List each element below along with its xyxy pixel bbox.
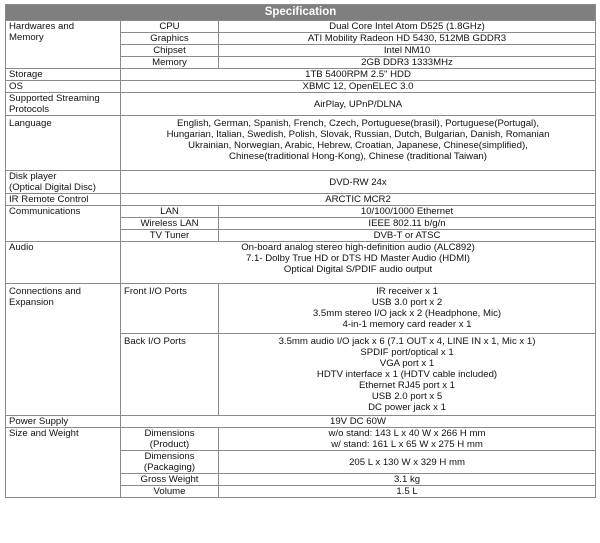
category-label-line: Connections and bbox=[9, 286, 82, 297]
category-disk bbox=[6, 171, 121, 194]
header-row bbox=[6, 5, 596, 21]
back-io-line: Ethernet RJ45 port x 1 bbox=[359, 380, 455, 391]
sub-label-chipset: Chipset bbox=[121, 45, 219, 57]
value-dim-product bbox=[219, 428, 596, 451]
language-line: English, German, Spanish, French, Czech, Portuguese(brasil), Portuguese(Portugal), bbox=[176, 118, 540, 129]
row-streaming bbox=[6, 93, 596, 116]
front-io-line: 4-in-1 memory card reader x 1 bbox=[342, 319, 472, 330]
category-language: Language bbox=[6, 116, 121, 171]
category-ir: IR Remote Control bbox=[6, 194, 121, 206]
sub-label-line: (Product) bbox=[149, 439, 190, 450]
value-volume: 1.5 L bbox=[219, 486, 596, 498]
value-audio bbox=[121, 242, 596, 284]
row-os bbox=[6, 81, 596, 93]
sub-label-dim-packaging bbox=[121, 451, 219, 474]
sub-label-front-io: Front I/O Ports bbox=[121, 284, 219, 334]
sub-label-volume: Volume bbox=[121, 486, 219, 498]
sub-label-memory: Memory bbox=[121, 57, 219, 69]
category-label-line: (Optical Digital Disc) bbox=[9, 182, 96, 193]
row-language bbox=[6, 116, 596, 171]
row-disk bbox=[6, 171, 596, 194]
value-front-io bbox=[219, 284, 596, 334]
spec-table bbox=[5, 4, 596, 498]
sub-label-line: Dimensions bbox=[144, 428, 195, 439]
audio-line: 7.1- Dolby True HD or DTS HD Master Audio (HDMI) bbox=[246, 253, 470, 264]
category-label-line: Expansion bbox=[9, 297, 54, 308]
value-disk: DVD-RW 24x bbox=[121, 171, 596, 194]
back-io-line: VGA port x 1 bbox=[379, 358, 435, 369]
value-cpu: Dual Core Intel Atom D525 (1.8GHz) bbox=[219, 21, 596, 33]
row-cpu bbox=[6, 21, 596, 33]
value-chipset: Intel NM10 bbox=[219, 45, 596, 57]
row-front-io bbox=[6, 284, 596, 334]
value-lan: 10/100/1000 Ethernet bbox=[219, 206, 596, 218]
sub-label-gross-weight: Gross Weight bbox=[121, 474, 219, 486]
sub-label-line: (Packaging) bbox=[143, 462, 196, 473]
sub-label-lan: LAN bbox=[121, 206, 219, 218]
row-audio bbox=[6, 242, 596, 284]
category-label-line: Supported Streaming bbox=[9, 93, 100, 104]
category-storage: Storage bbox=[6, 69, 121, 81]
category-label-line: Protocols bbox=[9, 104, 49, 115]
category-label-line: Disk player bbox=[9, 171, 57, 182]
audio-line: Optical Digital S/PDIF audio output bbox=[283, 264, 433, 275]
category-connections bbox=[6, 284, 121, 416]
language-line: Chinese(traditional Hong-Kong), Chinese (traditional Taiwan) bbox=[229, 151, 487, 162]
value-dim-packaging: 205 L x 130 W x 329 H mm bbox=[219, 451, 596, 474]
value-power: 19V DC 60W bbox=[121, 416, 596, 428]
back-io-line: USB 2.0 port x 5 bbox=[371, 391, 443, 402]
row-storage bbox=[6, 69, 596, 81]
value-wlan: IEEE 802.11 b/g/n bbox=[219, 218, 596, 230]
row-lan bbox=[6, 206, 596, 218]
category-hardware bbox=[6, 21, 121, 69]
value-back-io bbox=[219, 334, 596, 416]
dim-product-line: w/ stand: 161 L x 65 W x 275 H mm bbox=[331, 439, 483, 450]
back-io-line: HDTV interface x 1 (HDTV cable included) bbox=[316, 369, 498, 380]
spec-table-container bbox=[5, 4, 595, 498]
row-power bbox=[6, 416, 596, 428]
back-io-line: SPDIF port/optical x 1 bbox=[360, 347, 454, 358]
sub-label-dim-product bbox=[121, 428, 219, 451]
back-io-line: 3.5mm audio I/O jack x 6 (7.1 OUT x 4, LINE IN x 1, Mic x 1) bbox=[278, 336, 536, 347]
value-ir: ARCTIC MCR2 bbox=[121, 194, 596, 206]
category-label-line: Memory bbox=[9, 32, 44, 43]
dim-product-line: w/o stand: 143 L x 40 W x 266 H mm bbox=[328, 428, 486, 439]
category-streaming bbox=[6, 93, 121, 116]
category-audio: Audio bbox=[6, 242, 121, 284]
audio-line: On-board analog stereo high-definition audio (ALC892) bbox=[241, 242, 475, 253]
front-io-line: IR receiver x 1 bbox=[376, 286, 438, 297]
value-graphics: ATI Mobility Radeon HD 5430, 512MB GDDR3 bbox=[219, 33, 596, 45]
category-communications: Communications bbox=[6, 206, 121, 242]
table-title: Specification bbox=[6, 5, 596, 21]
sub-label-tv: TV Tuner bbox=[121, 230, 219, 242]
sub-label-back-io: Back I/O Ports bbox=[121, 334, 219, 416]
category-power: Power Supply bbox=[6, 416, 121, 428]
value-os: XBMC 12, OpenELEC 3.0 bbox=[121, 81, 596, 93]
front-io-line: USB 3.0 port x 2 bbox=[371, 297, 443, 308]
row-dim-product bbox=[6, 428, 596, 451]
value-storage: 1TB 5400RPM 2.5" HDD bbox=[121, 69, 596, 81]
front-io-line: 3.5mm stereo I/O jack x 2 (Headphone, Mic) bbox=[312, 308, 502, 319]
sub-label-graphics: Graphics bbox=[121, 33, 219, 45]
language-line: Hungarian, Italian, Swedish, Polish, Slovak, Russian, Dutch, Bulgarian, Danish, Romanian bbox=[166, 129, 550, 140]
sub-label-line: Dimensions bbox=[144, 451, 195, 462]
value-gross-weight: 3.1 kg bbox=[219, 474, 596, 486]
value-tv: DVB-T or ATSC bbox=[219, 230, 596, 242]
value-language bbox=[121, 116, 596, 171]
category-os: OS bbox=[6, 81, 121, 93]
category-size: Size and Weight bbox=[6, 428, 121, 498]
row-ir bbox=[6, 194, 596, 206]
category-label-line: Hardwares and bbox=[9, 21, 75, 32]
back-io-line: DC power jack x 1 bbox=[368, 402, 446, 413]
value-streaming: AirPlay, UPnP/DLNA bbox=[121, 93, 596, 116]
value-memory: 2GB DDR3 1333MHz bbox=[219, 57, 596, 69]
sub-label-cpu: CPU bbox=[121, 21, 219, 33]
language-line: Ukrainian, Norwegian, Arabic, Hebrew, Croatian, Japanese, Chinese(simplified), bbox=[188, 140, 528, 151]
sub-label-wlan: Wireless LAN bbox=[121, 218, 219, 230]
